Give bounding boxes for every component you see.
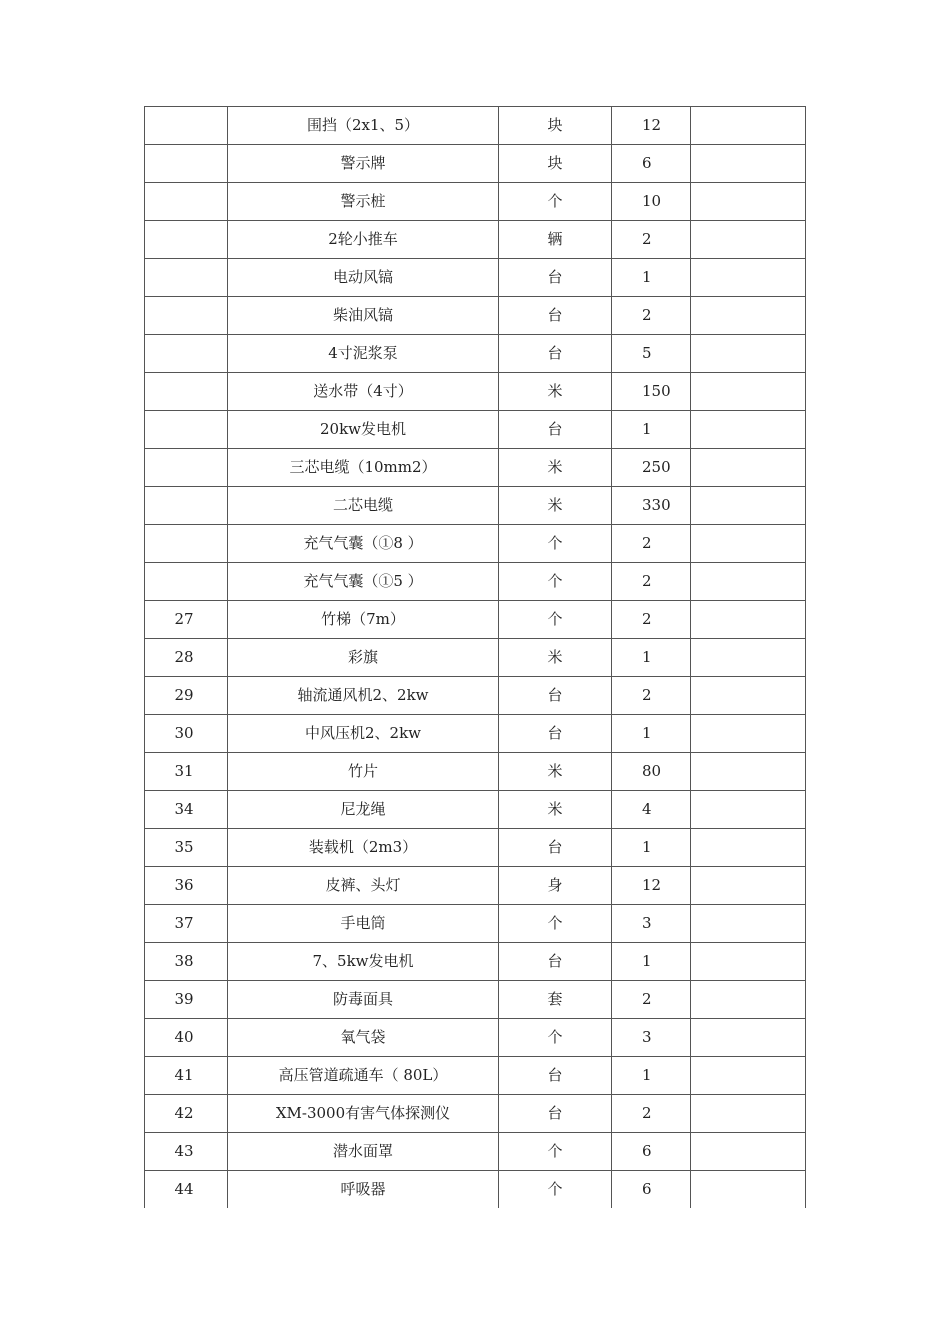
table-row xyxy=(145,107,806,145)
quantity-cell: 12 xyxy=(612,107,691,145)
row-number-cell: 36 xyxy=(145,867,228,905)
item-name-cell: 送水带（4寸） xyxy=(228,373,499,411)
quantity-cell: 6 xyxy=(612,1133,691,1171)
row-number-cell xyxy=(145,297,228,335)
table-row xyxy=(145,1095,806,1133)
row-number-cell: 40 xyxy=(145,1019,228,1057)
unit-cell: 米 xyxy=(499,791,612,829)
unit-cell: 台 xyxy=(499,1095,612,1133)
item-name-cell: 20kw发电机 xyxy=(228,411,499,449)
quantity-cell: 2 xyxy=(612,221,691,259)
remark-cell xyxy=(691,1095,806,1133)
row-number-cell xyxy=(145,525,228,563)
unit-cell: 个 xyxy=(499,525,612,563)
remark-cell xyxy=(691,221,806,259)
table-row xyxy=(145,183,806,221)
table-row xyxy=(145,601,806,639)
quantity-cell: 2 xyxy=(612,1095,691,1133)
table-row xyxy=(145,563,806,601)
table-row xyxy=(145,221,806,259)
quantity-cell: 2 xyxy=(612,525,691,563)
item-name-cell: 呼吸器 xyxy=(228,1171,499,1209)
item-name-cell: 手电筒 xyxy=(228,905,499,943)
row-number-cell: 35 xyxy=(145,829,228,867)
row-number-cell xyxy=(145,373,228,411)
quantity-cell: 2 xyxy=(612,601,691,639)
table-row xyxy=(145,1133,806,1171)
remark-cell xyxy=(691,563,806,601)
item-name-cell: 2轮小推车 xyxy=(228,221,499,259)
table-row xyxy=(145,487,806,525)
item-name-cell: 皮裤、头灯 xyxy=(228,867,499,905)
quantity-cell: 150 xyxy=(612,373,691,411)
quantity-cell: 2 xyxy=(612,981,691,1019)
remark-cell xyxy=(691,1171,806,1209)
unit-cell: 块 xyxy=(499,107,612,145)
unit-cell: 米 xyxy=(499,639,612,677)
remark-cell xyxy=(691,601,806,639)
row-number-cell: 39 xyxy=(145,981,228,1019)
item-name-cell: 三芯电缆（10mm2） xyxy=(228,449,499,487)
row-number-cell: 43 xyxy=(145,1133,228,1171)
item-name-cell: 警示桩 xyxy=(228,183,499,221)
row-number-cell xyxy=(145,563,228,601)
quantity-cell: 4 xyxy=(612,791,691,829)
row-number-cell xyxy=(145,107,228,145)
row-number-cell: 38 xyxy=(145,943,228,981)
item-name-cell: 高压管道疏通车（ 80L） xyxy=(228,1057,499,1095)
remark-cell xyxy=(691,981,806,1019)
quantity-cell: 2 xyxy=(612,677,691,715)
table-row xyxy=(145,525,806,563)
table-row xyxy=(145,829,806,867)
unit-cell: 个 xyxy=(499,1133,612,1171)
unit-cell: 个 xyxy=(499,1019,612,1057)
quantity-cell: 5 xyxy=(612,335,691,373)
table-row xyxy=(145,715,806,753)
row-number-cell xyxy=(145,449,228,487)
unit-cell: 台 xyxy=(499,677,612,715)
quantity-cell: 1 xyxy=(612,639,691,677)
quantity-cell: 1 xyxy=(612,829,691,867)
remark-cell xyxy=(691,677,806,715)
item-name-cell: 彩旗 xyxy=(228,639,499,677)
unit-cell: 米 xyxy=(499,373,612,411)
remark-cell xyxy=(691,1057,806,1095)
unit-cell: 辆 xyxy=(499,221,612,259)
unit-cell: 套 xyxy=(499,981,612,1019)
row-number-cell xyxy=(145,259,228,297)
table-row xyxy=(145,1171,806,1209)
quantity-cell: 1 xyxy=(612,943,691,981)
remark-cell xyxy=(691,1133,806,1171)
remark-cell xyxy=(691,715,806,753)
table-row xyxy=(145,411,806,449)
unit-cell: 台 xyxy=(499,259,612,297)
row-number-cell: 37 xyxy=(145,905,228,943)
unit-cell: 个 xyxy=(499,1171,612,1209)
unit-cell: 台 xyxy=(499,943,612,981)
remark-cell xyxy=(691,487,806,525)
table-row xyxy=(145,905,806,943)
equipment-table-wrap xyxy=(144,106,805,1208)
table-row xyxy=(145,335,806,373)
unit-cell: 米 xyxy=(499,487,612,525)
table-row xyxy=(145,639,806,677)
row-number-cell: 31 xyxy=(145,753,228,791)
remark-cell xyxy=(691,449,806,487)
remark-cell xyxy=(691,943,806,981)
item-name-cell: 柴油风镐 xyxy=(228,297,499,335)
item-name-cell: 尼龙绳 xyxy=(228,791,499,829)
item-name-cell: 中风压机2、2kw xyxy=(228,715,499,753)
quantity-cell: 3 xyxy=(612,1019,691,1057)
table-row xyxy=(145,373,806,411)
item-name-cell: 轴流通风机2、2kw xyxy=(228,677,499,715)
remark-cell xyxy=(691,297,806,335)
item-name-cell: 竹梯（7m） xyxy=(228,601,499,639)
item-name-cell: 4寸泥浆泵 xyxy=(228,335,499,373)
unit-cell: 台 xyxy=(499,829,612,867)
table-row xyxy=(145,1019,806,1057)
table-row xyxy=(145,677,806,715)
row-number-cell: 27 xyxy=(145,601,228,639)
unit-cell: 个 xyxy=(499,905,612,943)
quantity-cell: 6 xyxy=(612,1171,691,1209)
item-name-cell: 电动风镐 xyxy=(228,259,499,297)
item-name-cell: 二芯电缆 xyxy=(228,487,499,525)
unit-cell: 台 xyxy=(499,297,612,335)
unit-cell: 台 xyxy=(499,335,612,373)
table-row xyxy=(145,867,806,905)
remark-cell xyxy=(691,107,806,145)
quantity-cell: 1 xyxy=(612,259,691,297)
item-name-cell: 竹片 xyxy=(228,753,499,791)
table-row xyxy=(145,943,806,981)
quantity-cell: 10 xyxy=(612,183,691,221)
unit-cell: 米 xyxy=(499,753,612,791)
row-number-cell xyxy=(145,183,228,221)
item-name-cell: 警示牌 xyxy=(228,145,499,183)
quantity-cell: 2 xyxy=(612,563,691,601)
remark-cell xyxy=(691,905,806,943)
table-row xyxy=(145,145,806,183)
item-name-cell: XM-3000有害气体探测仪 xyxy=(228,1095,499,1133)
table-row xyxy=(145,1057,806,1095)
quantity-cell: 3 xyxy=(612,905,691,943)
item-name-cell: 7、5kw发电机 xyxy=(228,943,499,981)
row-number-cell: 29 xyxy=(145,677,228,715)
item-name-cell: 充气气囊（①5 ） xyxy=(228,563,499,601)
table-row xyxy=(145,791,806,829)
row-number-cell: 34 xyxy=(145,791,228,829)
remark-cell xyxy=(691,183,806,221)
remark-cell xyxy=(691,639,806,677)
remark-cell xyxy=(691,259,806,297)
row-number-cell: 28 xyxy=(145,639,228,677)
row-number-cell xyxy=(145,335,228,373)
remark-cell xyxy=(691,867,806,905)
unit-cell: 身 xyxy=(499,867,612,905)
row-number-cell: 30 xyxy=(145,715,228,753)
equipment-table xyxy=(144,106,806,1208)
equipment-table-body xyxy=(145,107,806,1209)
quantity-cell: 330 xyxy=(612,487,691,525)
unit-cell: 米 xyxy=(499,449,612,487)
quantity-cell: 80 xyxy=(612,753,691,791)
remark-cell xyxy=(691,145,806,183)
row-number-cell xyxy=(145,145,228,183)
item-name-cell: 潜水面罩 xyxy=(228,1133,499,1171)
remark-cell xyxy=(691,791,806,829)
item-name-cell: 充气气囊（①8 ） xyxy=(228,525,499,563)
item-name-cell: 防毒面具 xyxy=(228,981,499,1019)
quantity-cell: 1 xyxy=(612,1057,691,1095)
quantity-cell: 1 xyxy=(612,715,691,753)
row-number-cell: 44 xyxy=(145,1171,228,1209)
row-number-cell: 42 xyxy=(145,1095,228,1133)
remark-cell xyxy=(691,753,806,791)
unit-cell: 个 xyxy=(499,183,612,221)
unit-cell: 台 xyxy=(499,411,612,449)
quantity-cell: 1 xyxy=(612,411,691,449)
table-row xyxy=(145,981,806,1019)
remark-cell xyxy=(691,1019,806,1057)
item-name-cell: 装载机（2m3） xyxy=(228,829,499,867)
remark-cell xyxy=(691,335,806,373)
unit-cell: 台 xyxy=(499,715,612,753)
table-row xyxy=(145,449,806,487)
table-row xyxy=(145,297,806,335)
remark-cell xyxy=(691,829,806,867)
row-number-cell xyxy=(145,221,228,259)
unit-cell: 块 xyxy=(499,145,612,183)
unit-cell: 个 xyxy=(499,601,612,639)
row-number-cell xyxy=(145,411,228,449)
unit-cell: 台 xyxy=(499,1057,612,1095)
quantity-cell: 12 xyxy=(612,867,691,905)
row-number-cell xyxy=(145,487,228,525)
table-row xyxy=(145,259,806,297)
quantity-cell: 6 xyxy=(612,145,691,183)
quantity-cell: 2 xyxy=(612,297,691,335)
item-name-cell: 围挡（2x1、5） xyxy=(228,107,499,145)
remark-cell xyxy=(691,411,806,449)
row-number-cell: 41 xyxy=(145,1057,228,1095)
remark-cell xyxy=(691,525,806,563)
item-name-cell: 氧气袋 xyxy=(228,1019,499,1057)
remark-cell xyxy=(691,373,806,411)
unit-cell: 个 xyxy=(499,563,612,601)
quantity-cell: 250 xyxy=(612,449,691,487)
table-row xyxy=(145,753,806,791)
